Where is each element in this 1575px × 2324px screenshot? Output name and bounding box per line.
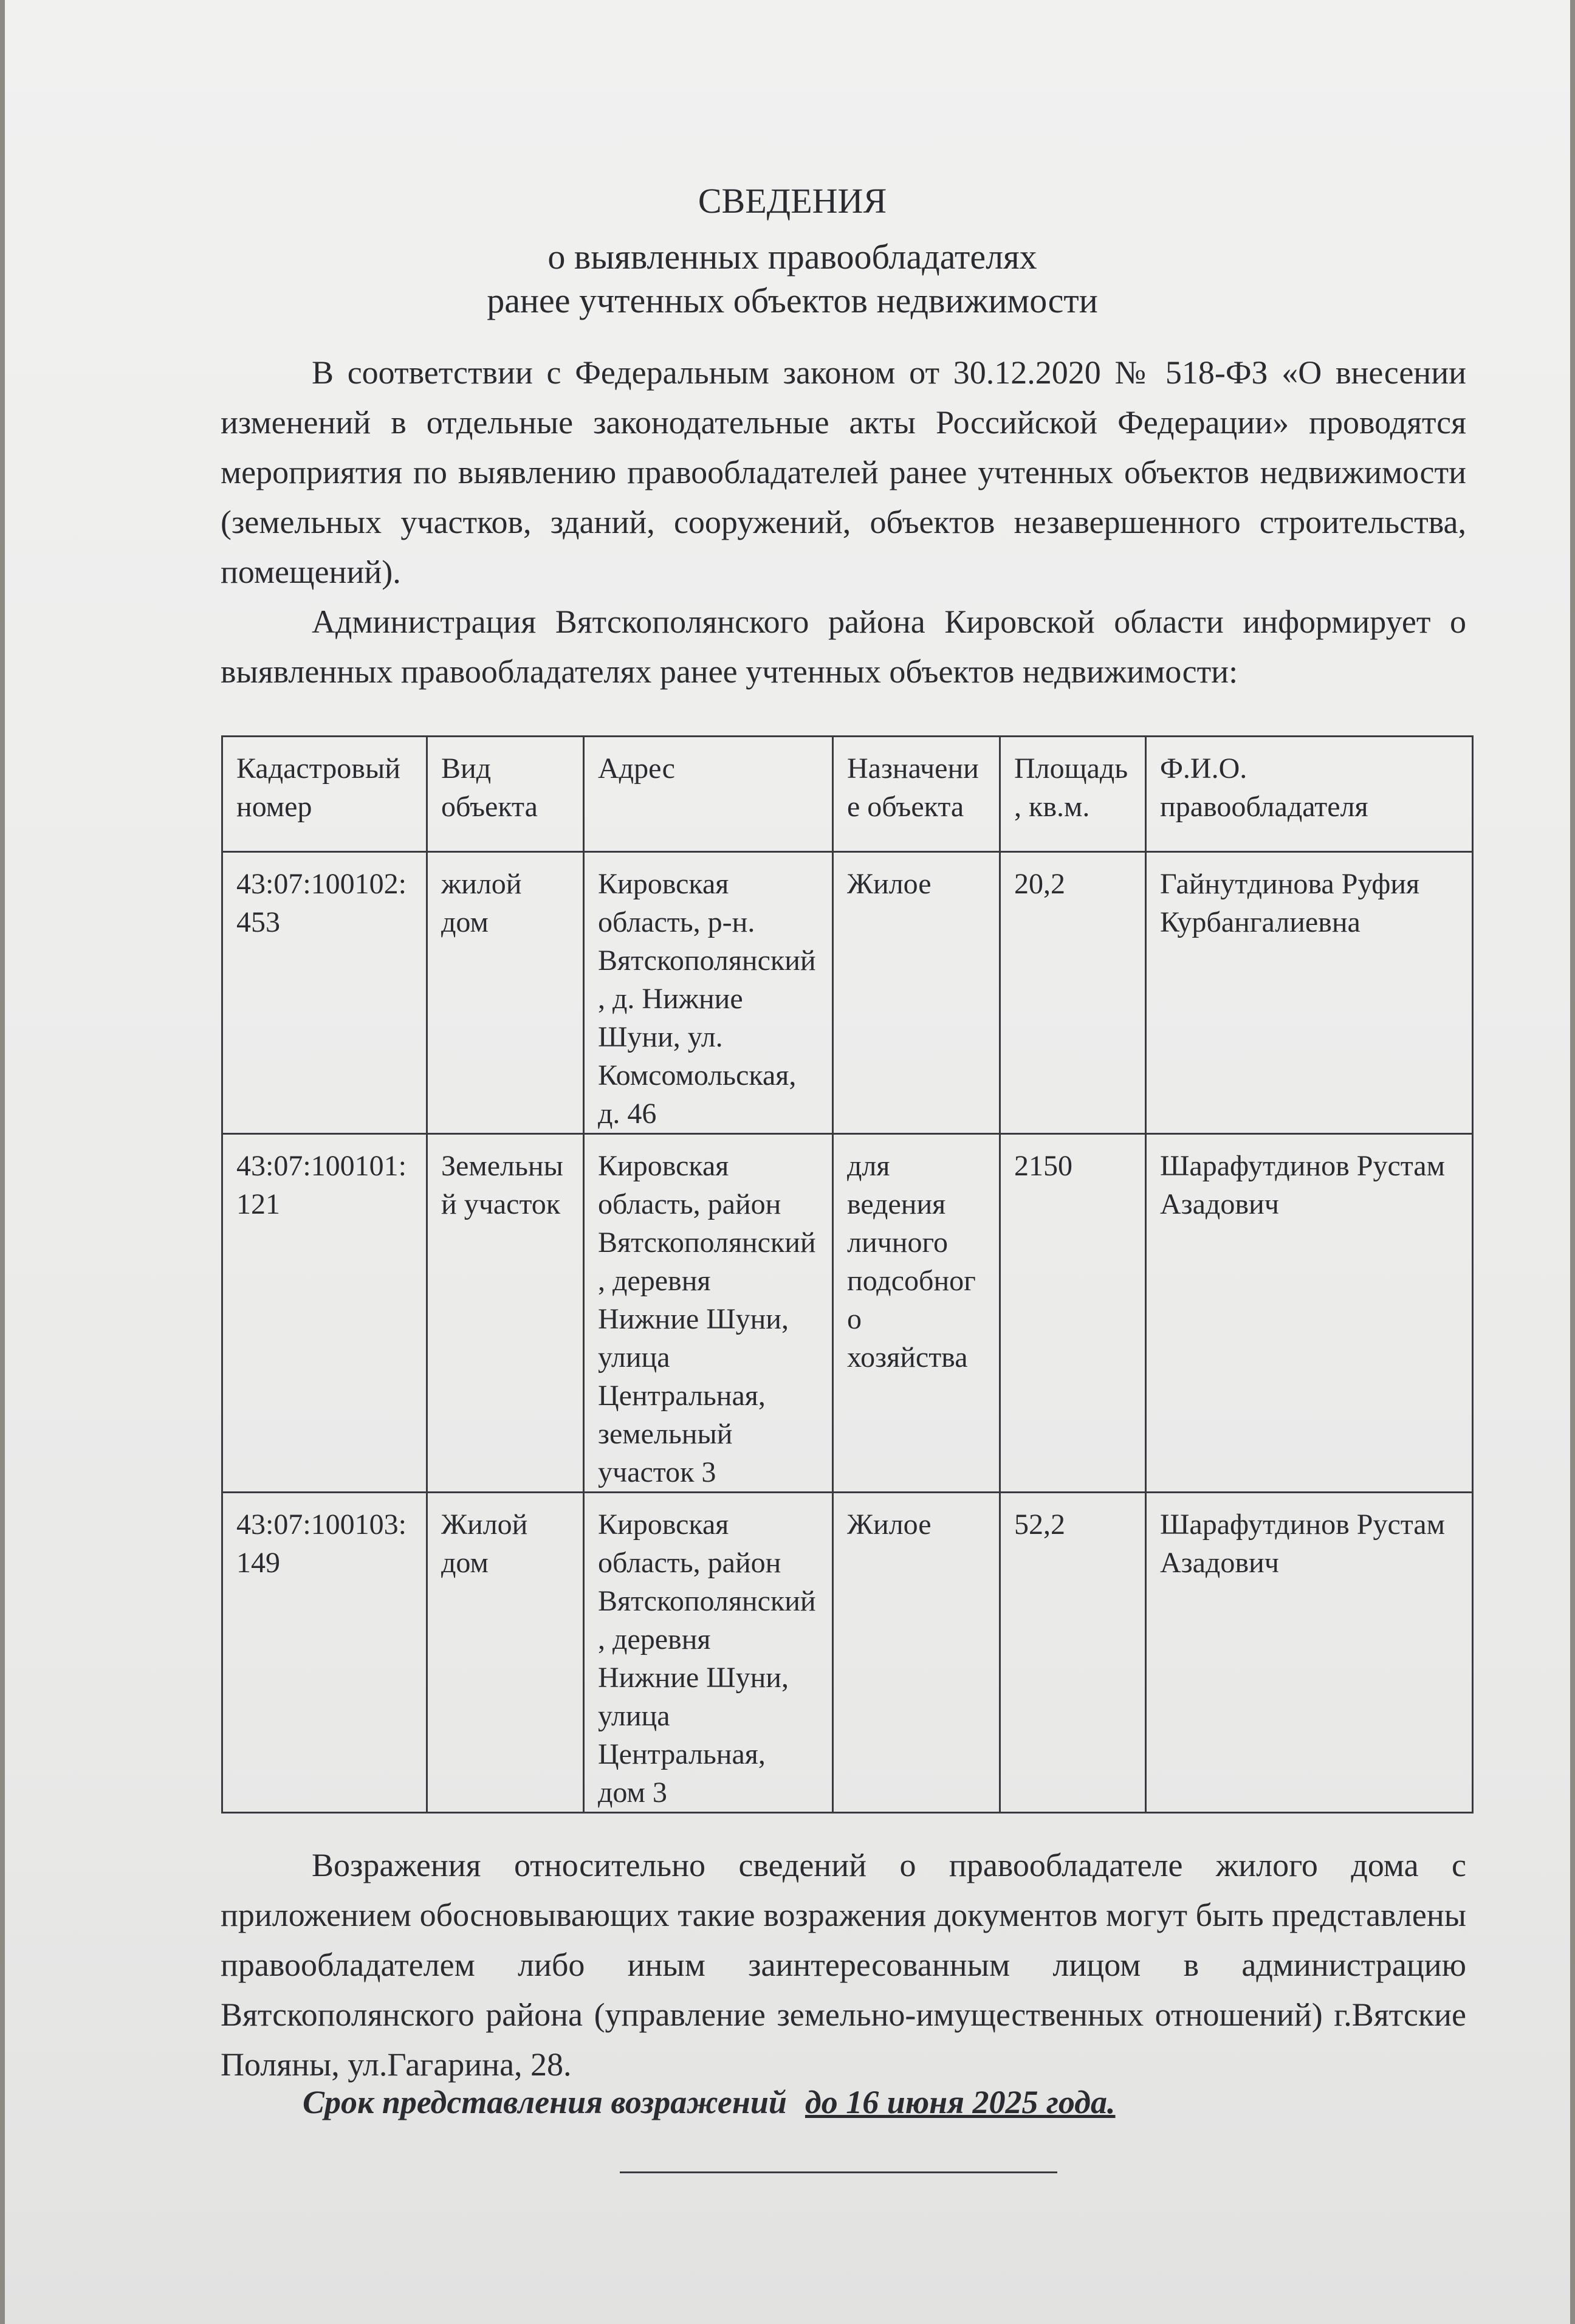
cell-owner-name: Шарафутдинов Рустам Азадович — [1146, 1134, 1473, 1493]
cell-purpose: Жилое — [833, 852, 1000, 1134]
table-header-row — [222, 737, 1473, 852]
objections-paragraph: Возражения относительно сведений о правообладателе жилого дома с приложением обосновывающих такие возражения документов могут быть представлены правообладателем либо иным заинтересованным лицом в администрацию Вятскополянского района (управление земельно-имущественных отношений) г.Вятские Поляны, ул.Гагарина, 28. — [221, 1847, 1466, 2083]
cell-cadastral-number: 43:07:100102:453 — [222, 852, 427, 1134]
rightholders-table — [221, 735, 1474, 1813]
cell-cadastral-number: 43:07:100103:149 — [222, 1493, 427, 1813]
cell-address: Кировская область, район Вятскополянский, деревня Нижние Шуни, улица Центральная, дом 3 — [584, 1493, 833, 1813]
cell-purpose: Жилое — [833, 1493, 1000, 1813]
header-cadastral-number: Кадастровый номер — [222, 737, 427, 852]
header-purpose: Назначение объекта — [833, 737, 1000, 852]
cell-owner-name: Шарафутдинов Рустам Азадович — [1146, 1493, 1473, 1813]
cell-area: 20,2 — [1000, 852, 1146, 1134]
document-subtitle-line1: о выявленных правообладателях — [547, 237, 1037, 277]
header-address: Адрес — [584, 737, 833, 852]
header-object-type: Вид объекта — [427, 737, 584, 852]
deadline-label: Срок представления возражений — [303, 2084, 787, 2120]
intro-paragraph-administration: Администрация Вятскополянского района Кировской области информирует о выявленных правообладателях ранее учтенных объектов недвижимости: — [221, 603, 1466, 690]
cell-cadastral-number: 43:07:100101:121 — [222, 1134, 427, 1493]
cell-purpose: для ведения личного подсобного хозяйства — [833, 1134, 1000, 1493]
bottom-divider-line — [620, 2171, 1057, 2173]
objections-paragraph-block — [221, 1840, 1466, 2089]
table-row — [222, 1134, 1473, 1493]
table-row — [222, 852, 1473, 1134]
cell-area: 52,2 — [1000, 1493, 1146, 1813]
document-subtitle-line2: ранее учтенных объектов недвижимости — [487, 281, 1098, 320]
cell-address: Кировская область, район Вятскополянский, деревня Нижние Шуни, улица Центральная, земельный участок 3 — [584, 1134, 833, 1493]
cell-area: 2150 — [1000, 1134, 1146, 1493]
cell-object-type: Земельный участок — [427, 1134, 584, 1493]
document-page — [5, 0, 1570, 2324]
cell-object-type: жилой дом — [427, 852, 584, 1134]
cell-owner-name: Гайнутдинова Руфия Курбангалиевна — [1146, 852, 1473, 1134]
cell-address: Кировская область, р-н. Вятскополянский, д. Нижние Шуни, ул. Комсомольская, д. 46 — [584, 852, 833, 1134]
header-owner-name: Ф.И.О. правообладателя — [1146, 737, 1473, 852]
intro-paragraph-law: В соответствии с Федеральным законом от 30.12.2020 № 518-ФЗ «О внесении изменений в отдельные законодательные акты Российской Федерации» проводятся мероприятия по выявлению правообладателей ранее учтенных объектов недвижимости (земельных участков, зданий, сооружений, объектов незавершенного строительства, помещений). — [221, 354, 1466, 590]
cell-object-type: Жилой дом — [427, 1493, 584, 1813]
header-area: Площадь, кв.м. — [1000, 737, 1146, 852]
deadline-line — [303, 2083, 1115, 2121]
table-row — [222, 1493, 1473, 1813]
intro-paragraphs — [221, 348, 1466, 696]
document-title: СВЕДЕНИЯ — [698, 181, 887, 221]
deadline-date: до 16 июня 2025 года. — [805, 2084, 1116, 2120]
